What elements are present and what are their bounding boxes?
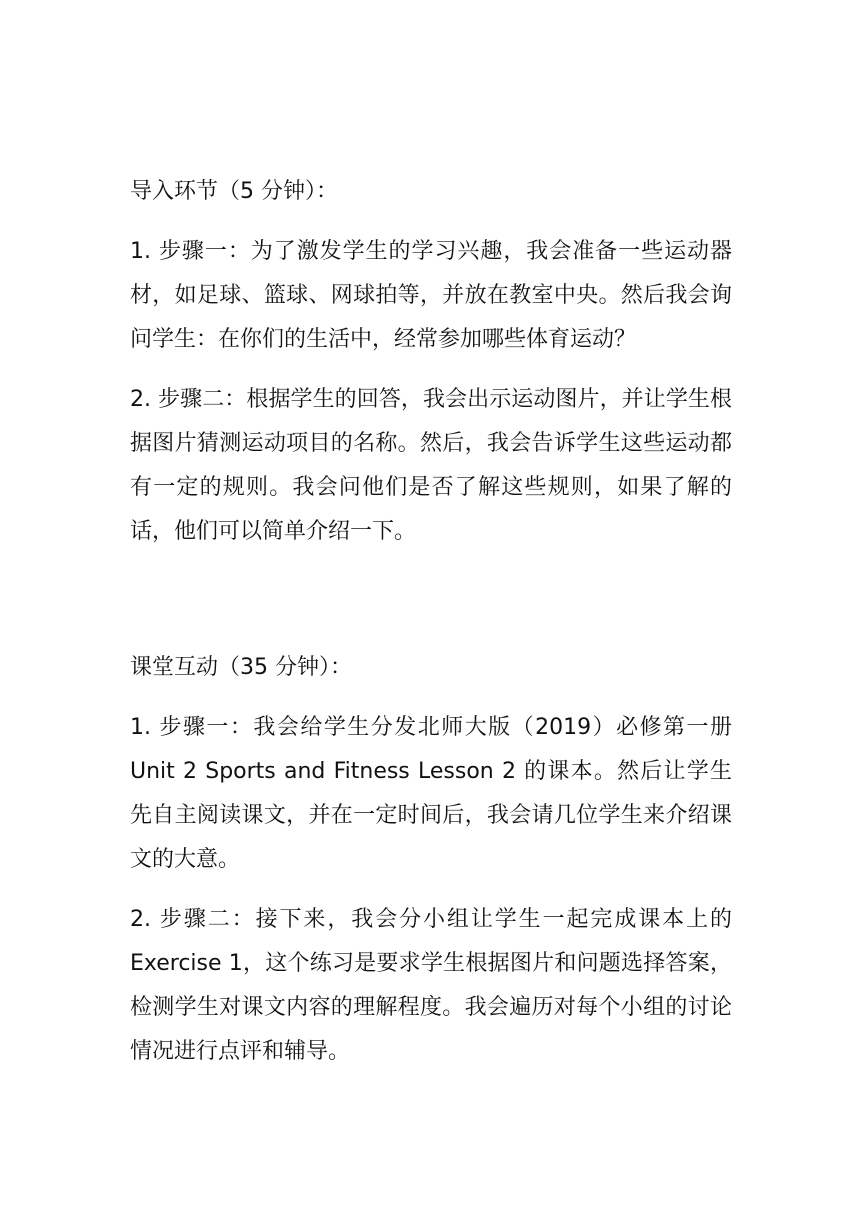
interaction-step-2: 2. 步骤二：接下来，我会分小组让学生一起完成课本上的 Exercise 1，这个练习是要求学生根据图片和问题选择答案，检测学生对课文内容的理解程度。我会遍历对每个小组的讨论情况进行点评和辅导。 <box>130 907 732 1064</box>
section-heading-interaction: 课堂互动（35 分钟）： <box>130 655 352 680</box>
intro-step-1: 1. 步骤一：为了激发学生的学习兴趣，我会准备一些运动器材，如足球、篮球、网球拍等，并放在教室中央。然后我会询问学生：在你们的生活中，经常参加哪些体育运动？ <box>130 239 732 352</box>
document-page <box>130 170 732 1074</box>
intro-step-2: 2. 步骤二：根据学生的回答，我会出示运动图片，并让学生根据图片猜测运动项目的名称。然后，我会告诉学生这些运动都有一定的规则。我会问他们是否了解这些规则，如果了解的话，他们可以简单介绍一下。 <box>130 387 732 544</box>
section-heading-intro: 导入环节（5 分钟）： <box>130 179 338 204</box>
interaction-step-1: 1. 步骤一：我会给学生分发北师大版（2019）必修第一册 Unit 2 Sports and Fitness Lesson 2 的课本。然后让学生先自主阅读课文，并在一定时间后，我会请几位学生来介绍课文的大意。 <box>130 715 732 872</box>
